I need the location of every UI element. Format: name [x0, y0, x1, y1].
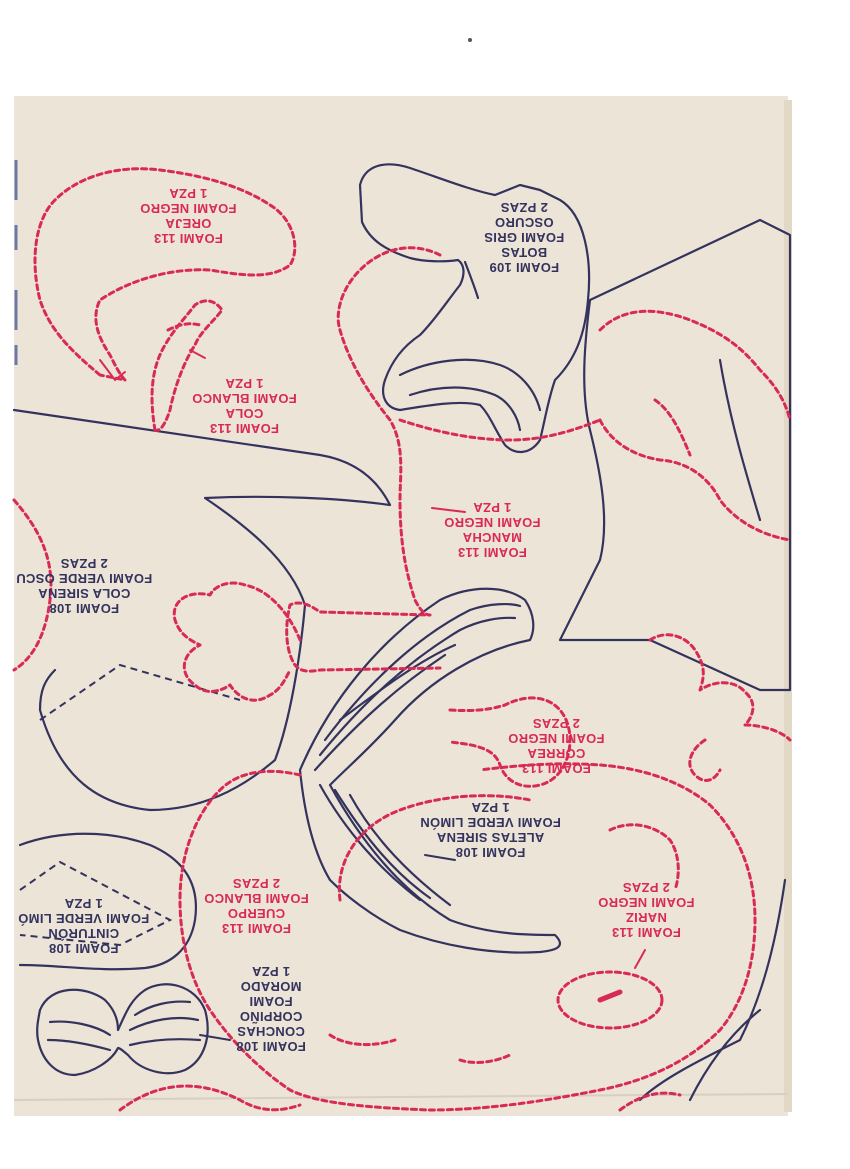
label-line: FOAMI BLANCO: [192, 391, 297, 406]
label-line: 1 PZA: [251, 964, 291, 979]
label-correa: [508, 716, 604, 776]
label-line: FOAMI NEGRO: [508, 731, 605, 746]
label-line: FOAMI 113: [521, 761, 591, 776]
label-line: FOAMI 108: [48, 941, 119, 956]
label-line: FOAMI GRIS: [484, 230, 565, 245]
dust-speck: [468, 38, 472, 42]
label-line: MORADO: [240, 979, 302, 994]
label-cinturon: [18, 896, 149, 956]
label-line: COLA: [225, 406, 264, 421]
label-line: 2 PZAS: [232, 876, 281, 891]
label-line: 1 PZA: [64, 896, 103, 911]
label-line: COLA SIRENA: [37, 586, 131, 601]
label-cola: [192, 376, 297, 436]
label-line: NARIZ: [625, 910, 667, 925]
label-line: OSCURO: [494, 215, 554, 230]
label-line: FOAMI: [249, 994, 293, 1009]
label-line: FOAMI BLANCO: [204, 891, 309, 906]
label-line: CINTURÓN: [48, 926, 120, 941]
label-line: BOTAS: [501, 245, 548, 260]
label-line: FOAMI 108: [236, 1039, 306, 1054]
label-line: FOAMI NEGRO: [598, 895, 695, 910]
label-line: FOAMI VERDE OSCU: [16, 571, 153, 586]
label-line: FOAMI 108: [49, 601, 120, 616]
label-line: FOAMI 113: [209, 421, 279, 436]
label-line: 1 PZA: [225, 376, 264, 391]
label-line: 1 PZA: [473, 500, 512, 515]
label-botas: [484, 200, 564, 275]
label-line: 1 PZA: [471, 800, 510, 815]
label-line: OREJA: [165, 216, 212, 231]
label-nariz: [598, 880, 694, 940]
label-line: FOAMI 113: [153, 231, 223, 246]
label-line: FOAMI NEGRO: [140, 201, 237, 216]
label-line: CUERPO: [227, 906, 286, 921]
label-cuerpo: [204, 876, 309, 936]
label-cola-sirena: [16, 556, 152, 616]
label-line: ALETAS SIRENA: [436, 830, 545, 845]
label-line: 2 PZAS: [622, 880, 670, 895]
label-line: FOAMI VERDE LIMÓN: [420, 815, 561, 830]
label-line: MANCHA: [462, 530, 523, 545]
label-aletas-sirena: [420, 800, 561, 860]
label-line: CORREA: [527, 746, 586, 761]
label-line: FOAMI 113: [611, 925, 681, 940]
label-line: FOAMI 109: [489, 260, 560, 275]
label-line: FOAMI NEGRO: [444, 515, 541, 530]
label-conchas: [236, 964, 306, 1054]
label-line: FOAMI 113: [457, 545, 527, 560]
label-line: FOAMI 113: [221, 921, 291, 936]
label-line: CORPIÑO: [239, 1009, 303, 1024]
label-line: 2 PZAS: [60, 556, 108, 571]
label-line: FOAMI VERDE LIMÓ: [18, 911, 150, 926]
label-oreja: [140, 186, 236, 246]
label-line: 2 PZAS: [500, 200, 548, 215]
label-line: CONCHAS: [237, 1024, 305, 1039]
label-line: 2 PZAS: [532, 716, 580, 731]
label-line: 1 PZA: [169, 186, 208, 201]
label-mancha: [444, 500, 540, 560]
label-line: FOAMI 108: [455, 845, 526, 860]
